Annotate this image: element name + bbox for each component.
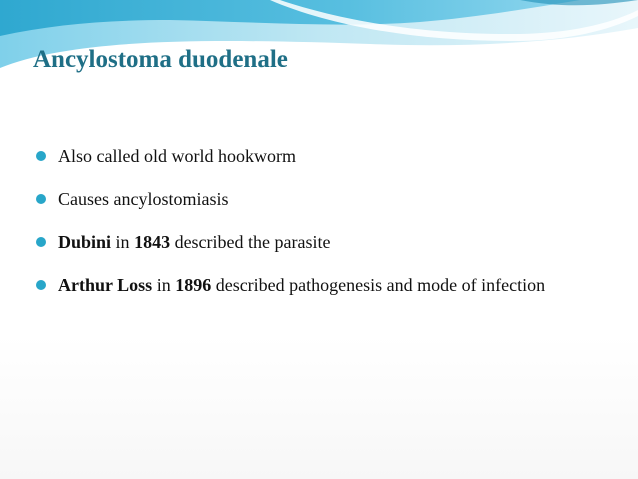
bullet-text: in: [111, 232, 135, 252]
bullet-text: described pathogenesis and mode of infection: [211, 275, 546, 295]
bullet-bold-year: 1896: [175, 275, 212, 295]
bullet-item: [34, 138, 602, 174]
bullet-bold-name: Arthur Loss: [58, 275, 153, 295]
bullet-text: Causes ancylostomiasis: [58, 189, 229, 209]
bullet-text: in: [152, 275, 176, 295]
bullet-dot-icon: [36, 280, 46, 290]
bullet-item: [34, 181, 602, 217]
bullet-dot-icon: [36, 151, 46, 161]
bullet-dot-icon: [36, 237, 46, 247]
bullet-bold-name: Dubini: [58, 232, 112, 252]
bullet-list: [34, 138, 602, 310]
bullet-text: described the parasite: [170, 232, 331, 252]
bullet-item: [34, 267, 602, 303]
bullet-dot-icon: [36, 194, 46, 204]
bullet-item: [34, 224, 602, 260]
bullet-bold-year: 1843: [134, 232, 171, 252]
bullet-text: Also called old world hookworm: [58, 146, 296, 166]
slide-title: Ancylostoma duodenale: [33, 46, 288, 73]
